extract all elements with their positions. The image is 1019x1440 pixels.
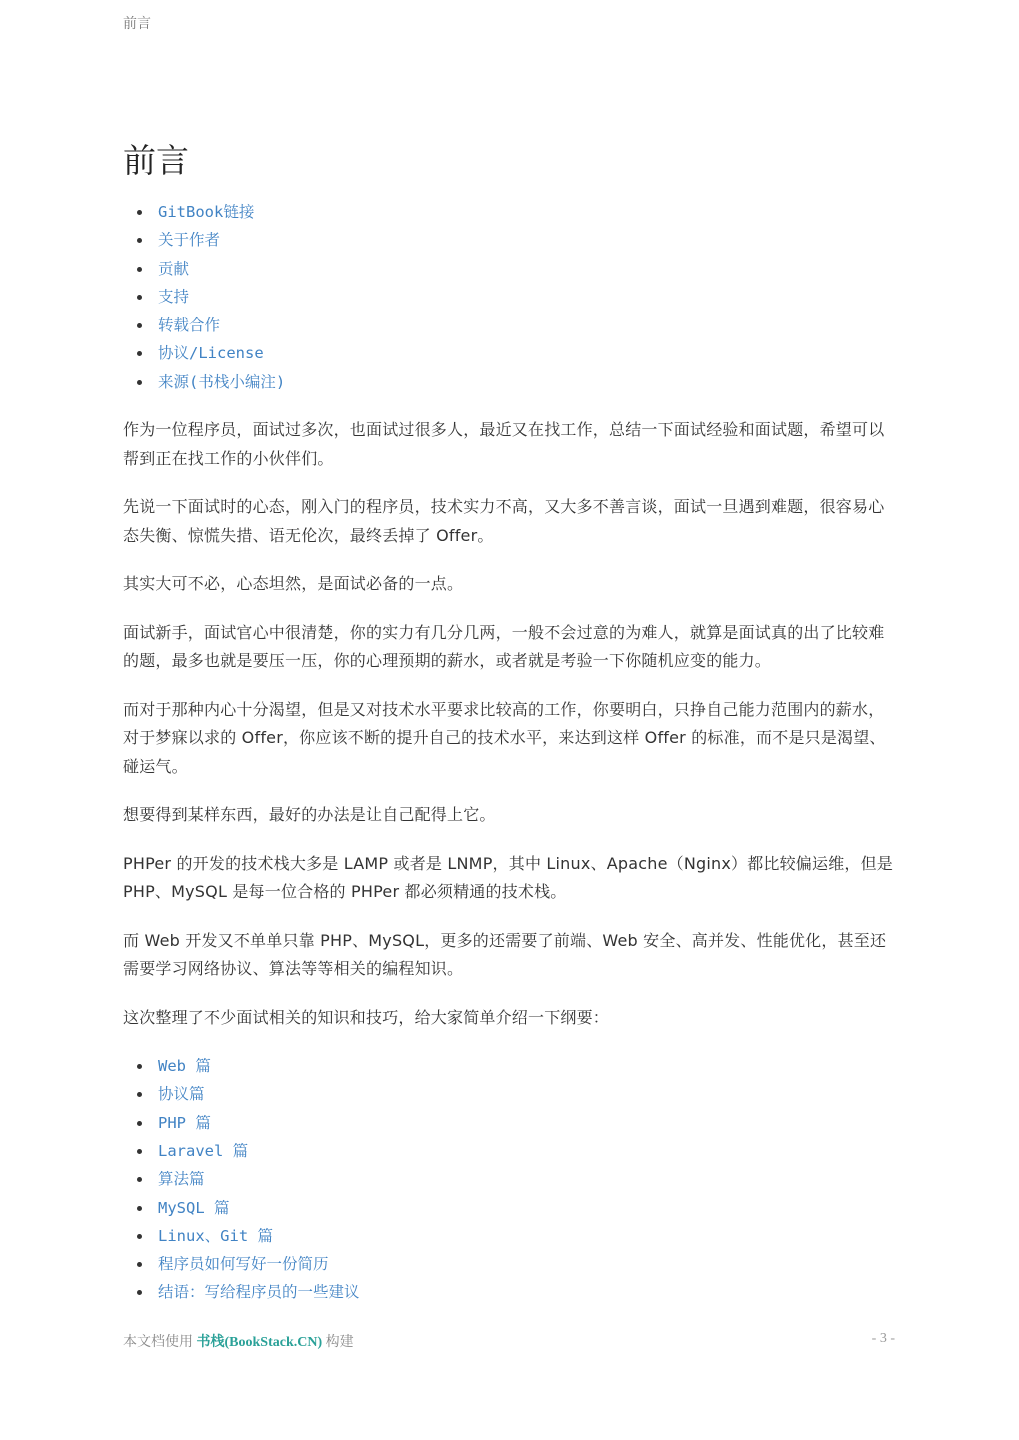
document-body	[123, 138, 895, 1307]
page-footer	[123, 1331, 895, 1351]
outline-link-mysql[interactable]: MySQL 篇	[158, 1198, 230, 1217]
paragraph: 其实大可不必，心态坦然，是面试必备的一点。	[123, 574, 464, 594]
list-item	[158, 1109, 895, 1137]
list-item	[158, 1052, 895, 1080]
list-item	[158, 1165, 895, 1193]
outline-link-algorithm[interactable]: 算法篇	[158, 1170, 205, 1189]
toc-link-license[interactable]: 协议/License	[158, 344, 264, 363]
outline-link-php[interactable]: PHP 篇	[158, 1113, 211, 1132]
list-item	[158, 226, 895, 254]
footer-suffix: 构建	[325, 1335, 354, 1350]
outline-list	[123, 1052, 895, 1307]
paragraph: 先说一下面试时的心态，刚入门的程序员，技术实力不高，又大多不善言谈，面试一旦遇到难题，很容易心态失衡、惊慌失措、语无伦次，最终丢掉了 Offer。	[123, 497, 885, 545]
outline-link-resume[interactable]: 程序员如何写好一份简历	[158, 1255, 329, 1274]
toc-link-reprint[interactable]: 转载合作	[158, 316, 221, 335]
toc-link-contribute[interactable]: 贡献	[158, 259, 190, 278]
paragraph: 而对于那种内心十分渴望，但是又对技术水平要求比较高的工作，你要明白，只挣自己能力范围内的薪水，对于梦寐以求的 Offer，你应该不断的提升自己的技术水平，来达到这样 Offer 的标准，而不是只是渴望、碰运气。	[123, 699, 886, 776]
list-item	[158, 368, 895, 396]
list-item	[158, 198, 895, 226]
paragraph: 想要得到某样东西，最好的办法是让自己配得上它。	[123, 805, 496, 825]
list-item	[158, 255, 895, 283]
paragraph: 这次整理了不少面试相关的知识和技巧，给大家简单介绍一下纲要：	[123, 1007, 610, 1027]
paragraph: 面试新手，面试官心中很清楚，你的实力有几分几两，一般不会过意的为难人，就算是面试真的出了比较难的题，最多也就是要压一压，你的心理预期的薪水，或者就是考验一下你随机应变的能力。	[123, 622, 885, 671]
list-item	[158, 283, 895, 311]
outline-link-protocol[interactable]: 协议篇	[158, 1085, 205, 1104]
outline-link-conclusion[interactable]: 结语：写给程序员的一些建议	[158, 1283, 360, 1302]
list-item	[158, 1222, 895, 1250]
paragraph: 而 Web 开发又不单单只靠 PHP、MySQL，更多的还需要了前端、Web 安全、高并发、性能优化，甚至还需要学习网络协议、算法等等相关的编程知识。	[123, 930, 887, 979]
list-item	[158, 1278, 895, 1306]
toc-link-support[interactable]: 支持	[158, 287, 190, 306]
page-number: - 3 -	[871, 1331, 895, 1346]
toc-link-gitbook[interactable]: GitBook链接	[158, 203, 255, 221]
bookstack-link[interactable]: 书栈(BookStack.CN)	[196, 1335, 323, 1350]
list-item	[158, 1194, 895, 1222]
paragraph: PHPer 的开发的技术栈大多是 LAMP 或者是 LNMP，其中 Linux、Apache（Nginx）都比较偏运维，但是 PHP、MySQL 是每一位合格的 PHPer 都必须精通的技术栈。	[123, 853, 894, 902]
list-item	[158, 1080, 895, 1108]
list-item	[158, 339, 895, 367]
running-header: 前言	[123, 16, 151, 32]
table-of-contents	[123, 198, 895, 396]
page-title: 前言	[123, 141, 189, 180]
outline-link-laravel[interactable]: Laravel 篇	[158, 1141, 249, 1160]
footer-prefix: 本文档使用	[123, 1335, 193, 1350]
list-item	[158, 1137, 895, 1165]
paragraph: 作为一位程序员，面试过多次，也面试过很多人，最近又在找工作，总结一下面试经验和面试题，希望可以帮到正在找工作的小伙伴们。	[123, 420, 885, 468]
outline-link-web[interactable]: Web 篇	[158, 1057, 211, 1076]
toc-link-source[interactable]: 来源(书栈小编注)	[158, 372, 286, 391]
outline-link-linux-git[interactable]: Linux、Git 篇	[158, 1226, 273, 1245]
list-item	[158, 311, 895, 339]
toc-link-about-author[interactable]: 关于作者	[158, 231, 221, 250]
list-item	[158, 1250, 895, 1278]
